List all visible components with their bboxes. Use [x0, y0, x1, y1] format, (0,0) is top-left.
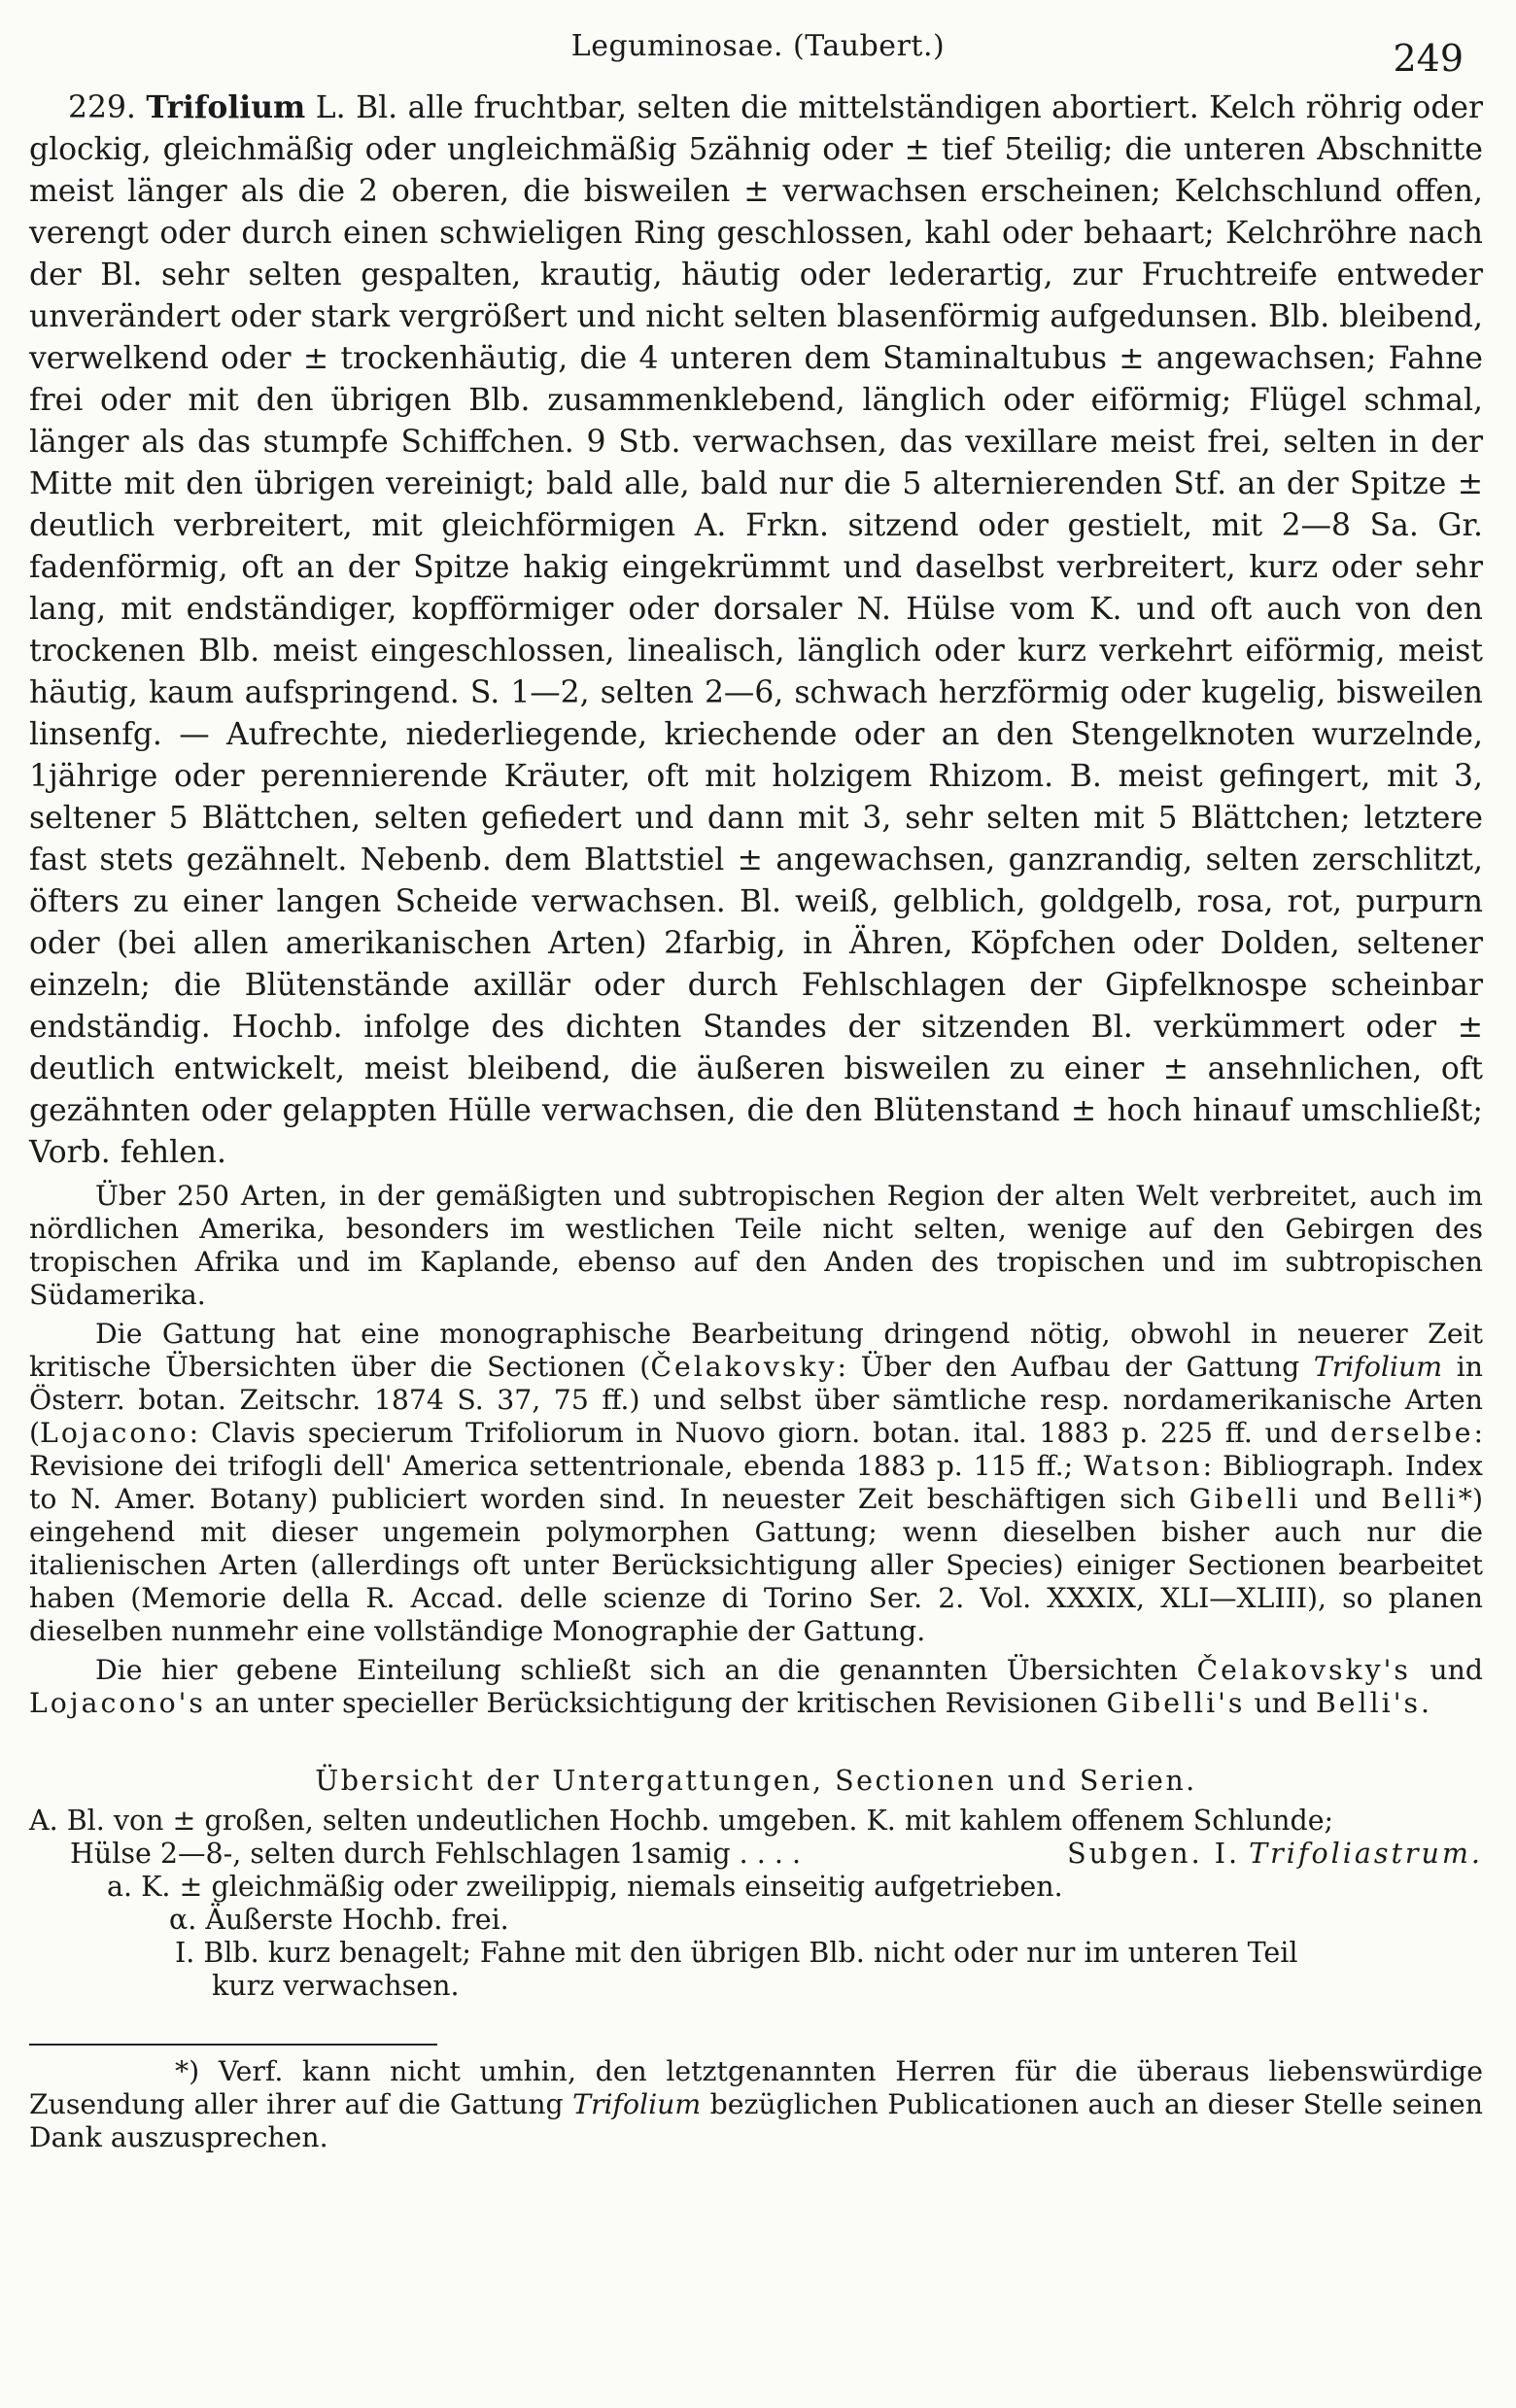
running-title: Leguminosae. (Taubert.)	[570, 29, 946, 63]
key-roman1-line1: I. Blb. kurz benagelt; Fahne mit den übrigen Blb. nicht oder nur im unteren Teil	[175, 1937, 1298, 1969]
text-run: : Über den Aufbau der Gattung	[837, 1351, 1314, 1383]
author-name: Lojacono's	[29, 1687, 206, 1719]
author-name: Belli	[1381, 1483, 1459, 1515]
text-run: an unter specieller Berücksichtigung der kritischen Revisionen	[205, 1687, 1107, 1719]
key-a-line1: A. Bl. von ± großen, selten undeutlichen Hochb. umgeben. K. mit kahlem offenem Schlunde;	[29, 1805, 1334, 1837]
text-run: : Clavis specierum Trifoliorum in Nuovo giorn. botan. ital. 1883 p. 225 ff. und	[189, 1417, 1330, 1449]
page-number: 249	[1393, 37, 1464, 80]
text-run: und	[1410, 1654, 1483, 1686]
author-name: Gibelli	[1189, 1483, 1301, 1515]
footnote-rule	[29, 2044, 437, 2046]
text-run: Die hier gebene Einteilung schließt sich an die genannten Übersichten	[95, 1654, 1197, 1686]
genus-italic: Trifolium	[1313, 1351, 1443, 1383]
author-name: Čelakovsky's	[1196, 1654, 1411, 1686]
footnote	[29, 2055, 1483, 2154]
author-name: derselbe	[1329, 1417, 1474, 1449]
text-run: Die Gattung hat eine monographische Bearbeitung dringend nötig, obwohl in neuerer Zeit kritische Übersichten über die Sectionen (	[29, 1318, 1483, 1383]
text-run: .	[1421, 1687, 1430, 1719]
author-name: Belli's	[1316, 1687, 1422, 1719]
subgenus-name: Trifoliastrum.	[1249, 1838, 1483, 1870]
key-alpha: α. Äußerste Hochb. frei.	[169, 1904, 509, 1936]
genus-italic: Trifolium	[572, 2088, 702, 2120]
genus-number: 229.	[68, 90, 136, 125]
genus-description	[29, 87, 1483, 1174]
classification-paragraph	[29, 1654, 1483, 1720]
monograph-paragraph	[29, 1318, 1483, 1648]
author-name: Čelakovsky	[650, 1351, 838, 1383]
text-run: *) eingehend mit dieser ungemein polymorphen Gattung; wenn dieselben bisher auch nur die italienischen Arten (allerdings oft unter Berücksichtigung aller Species) einiger Sectionen bearbeitet haben (Memorie della R. Accad. delle scienze di Torino Ser. 2. Vol. XXXIX, XLI—XLIII), so planen dieselben nunmehr eine vollständige Monographie der Gattung.	[29, 1483, 1483, 1647]
running-header	[0, 21, 1516, 80]
key-a-a: a. K. ± gleichmäßig oder zweilippig, niemals einseitig aufgetrieben.	[107, 1871, 1063, 1903]
text-run: in Österr. botan. Zeitschr. 1874 S. 37, 75 ff.) und selbst über sämtliche resp. nordamerikanische Arten (	[29, 1351, 1483, 1449]
text-run: und	[1300, 1483, 1382, 1515]
text-run: und	[1245, 1687, 1317, 1719]
subgenus-number: Subgen. I.	[1067, 1838, 1241, 1870]
genus-name: Trifolium	[146, 90, 306, 125]
key-a-line2	[29, 1838, 1483, 1871]
author-name: Watson	[1083, 1450, 1203, 1482]
text-run: : Bibliograph. Index to N. Amer. Botany) publiciert worden sind. In neuester Zeit beschäftigen sich	[29, 1450, 1483, 1515]
author-name: Gibelli's	[1106, 1687, 1246, 1719]
overview-heading: Übersicht der Untergattungen, Sectionen und Serien.	[315, 1765, 1197, 1797]
genus-author: L.	[315, 90, 346, 125]
page-body	[29, 87, 1483, 2154]
author-name: Lojacono	[40, 1417, 190, 1449]
footnote-text: *) Verf. kann nicht umhin, den letztgenannten Herren für die überaus liebenswürdige Zusendung aller ihrer auf die Gattung	[29, 2055, 1483, 2120]
key-roman1-line2: kurz verwachsen.	[212, 1970, 460, 2002]
key-text: Hülse 2—8-, selten durch Fehlschlagen 1samig . . . .	[70, 1838, 802, 1870]
distribution-paragraph: Über 250 Arten, in der gemäßigten und subtropischen Region der alten Welt verbreitet, auch im nördlichen Amerika, besonders im westlichen Teile nicht selten, wenige auf den Gebirgen des tropischen Afrika und im Kaplande, ebenso auf den Anden des tropischen und im subtropischen Südamerika.	[29, 1180, 1483, 1311]
text-run: : Revisione dei trifogli dell' America settentrionale, ebenda 1883 p. 115 ff.;	[29, 1417, 1483, 1482]
identification-key	[29, 1805, 1483, 2003]
footnote-text: bezüglichen Publicationen auch an dieser Stelle seinen Dank auszusprechen.	[29, 2088, 1484, 2153]
genus-description-text: Bl. alle fruchtbar, selten die mittelständigen abortiert. Kelch röhrig oder glockig, gleichmäßig oder ungleichmäßig 5zähnig oder ± tief 5teilig; die unteren Abschnitte meist länger als die 2 oberen, die bisweilen ± verwachsen erscheinen; Kelchschlund offen, verengt oder durch einen schwieligen Ring geschlossen, kahl oder behaart; Kelchröhre nach der Bl. sehr selten gespalten, krautig, häutig oder lederartig, zur Fruchtreife entweder unverändert oder stark vergrößert und nicht selten blasenförmig aufgedunsen. Blb. bleibend, verwelkend oder ± trockenhäutig, die 4 unteren dem Staminaltubus ± angewachsen; Fahne frei oder mit den übrigen Blb. zusammenklebend, länglich oder eiförmig; Flügel schmal, länger als das stumpfe Schiffchen. 9 Stb. verwachsen, das vexillare meist frei, selten in der Mitte mit den übrigen vereinigt; bald alle, bald nur die 5 alternierenden Stf. an der Spitze ± deutlich verbreitert, mit gleichförmigen A. Frkn. sitzend oder gestielt, mit 2—8 Sa. Gr. fadenförmig, oft an der Spitze hakig eingekrümmt und daselbst verbreitert, kurz oder sehr lang, mit endständiger, kopfförmiger oder dorsaler N. Hülse vom K. und oft auch von den trockenen Blb. meist eingeschlossen, linealisch, länglich oder kurz verkehrt eiförmig, meist häutig, kaum aufspringend. S. 1—2, selten 2—6, schwach herzförmig oder kugelig, bisweilen linsenfg. — Aufrechte, niederliegende, kriechende oder an den Stengelknoten wurzelnde, 1jährige oder perennierende Kräuter, oft mit holzigem Rhizom. B. meist gefingert, mit 3, seltener 5 Blättchen, selten gefiedert und dann mit 3, sehr selten mit 5 Blättchen; letztere fast stets gezähnelt. Nebenb. dem Blattstiel ± angewachsen, ganzrandig, selten zerschlitzt, öfters zu einer langen Scheide verwachsen. Bl. weiß, gelblich, goldgelb, rosa, rot, purpurn oder (bei allen amerikanischen Arten) 2farbig, in Ähren, Köpfchen oder Dolden, seltener einzeln; die Blütenstände axillär oder durch Fehlschlagen der Gipfelknospe scheinbar endständig. Hochb. infolge des dichten Standes der sitzenden Bl. verkümmert oder ± deutlich entwickelt, meist bleibend, die äußeren bisweilen zu einer ± ansehnlichen, oft gezähnten oder gelappten Hülle verwachsen, die den Blütenstand ± hoch hinauf umschließt; Vorb. fehlen.	[29, 90, 1483, 1170]
subgenus-label	[1067, 1838, 1483, 1871]
